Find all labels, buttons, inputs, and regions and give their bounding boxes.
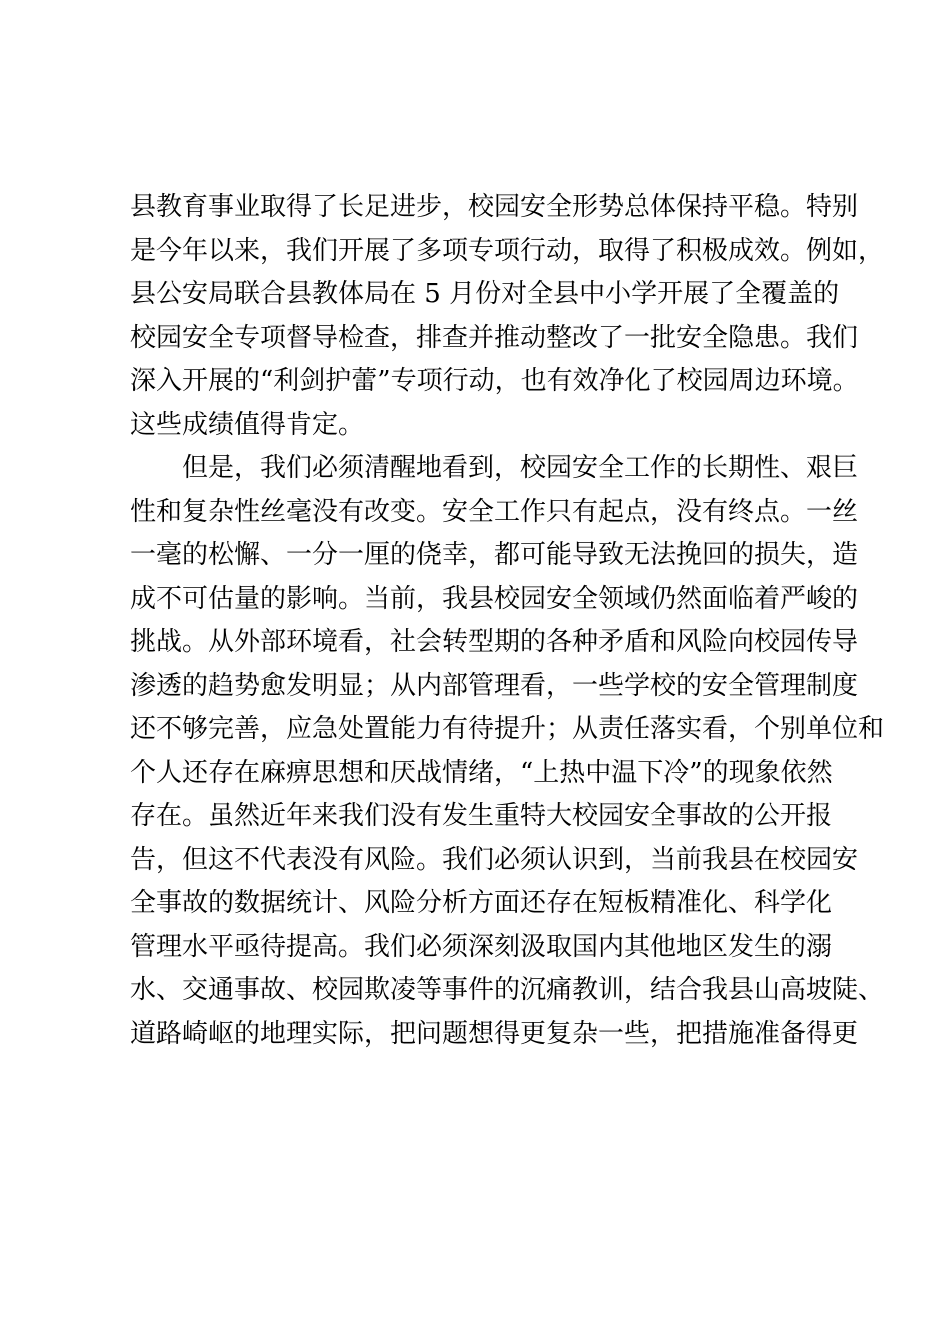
paragraph-2-line-1: 但是，我们必须清醒地看到，校园安全工作的长期性、艰巨 [182, 453, 859, 483]
paragraph-1-line-4: 校园安全专项督导检查，排查并推动整改了一批安全隐患。我们 [130, 322, 859, 353]
paragraph-2-line-2: 性和复杂性丝毫没有改变。安全工作只有起点，没有终点。一丝 [130, 496, 859, 527]
paragraph-2-line-12: 管理水平亟待提高。我们必须深刻汲取国内其他地区发生的溺 [130, 931, 833, 962]
paragraph-2-line-5: 挑战。从外部环境看，社会转型期的各种矛盾和风险向校园传导 [130, 627, 859, 657]
paragraph-1-line-3: 县公安局联合县教体局在 5 月份对全县中小学开展了全覆盖的 [130, 279, 840, 309]
paragraph-2-line-13: 水、交通事故、校园欺凌等事件的沉痛教训，结合我县山高坡陡、 [130, 975, 885, 1005]
paragraph-1-line-1: 县教育事业取得了长足进步，校园安全形势总体保持平稳。特别 [130, 192, 859, 222]
paragraph-2-line-9: 存在。虽然近年来我们没有发生重特大校园安全事故的公开报 [130, 801, 833, 831]
paragraph-2-line-10: 告，但这不代表没有风险。我们必须认识到，当前我县在校园安 [130, 844, 859, 875]
paragraph-1-line-6: 这些成绩值得肯定。 [130, 409, 365, 440]
paragraph-2-line-8: 个人还存在麻痹思想和厌战情绪，“上热中温下冷”的现象依然 [130, 757, 833, 788]
paragraph-1-line-2: 是今年以来，我们开展了多项专项行动，取得了积极成效。例如， [130, 235, 885, 266]
paragraph-2-line-11: 全事故的数据统计、风险分析方面还存在短板精准化、科学化 [130, 888, 833, 918]
paragraph-2-line-7: 还不够完善，应急处置能力有待提升；从责任落实看，个别单位和 [130, 714, 885, 744]
paragraph-2-line-6: 渗透的趋势愈发明显；从内部管理看，一些学校的安全管理制度 [130, 670, 859, 701]
paragraph-2-line-3: 一毫的松懈、一分一厘的侥幸，都可能导致无法挽回的损失，造 [130, 540, 859, 570]
body-text [130, 186, 885, 1056]
paragraph-2-line-4: 成不可估量的影响。当前，我县校园安全领域仍然面临着严峻的 [130, 583, 859, 614]
paragraph-1-line-5: 深入开展的“利剑护蕾”专项行动，也有效净化了校园周边环境。 [130, 366, 859, 396]
paragraph-2-line-14: 道路崎岖的地理实际，把问题想得更复杂一些，把措施准备得更 [130, 1018, 859, 1049]
